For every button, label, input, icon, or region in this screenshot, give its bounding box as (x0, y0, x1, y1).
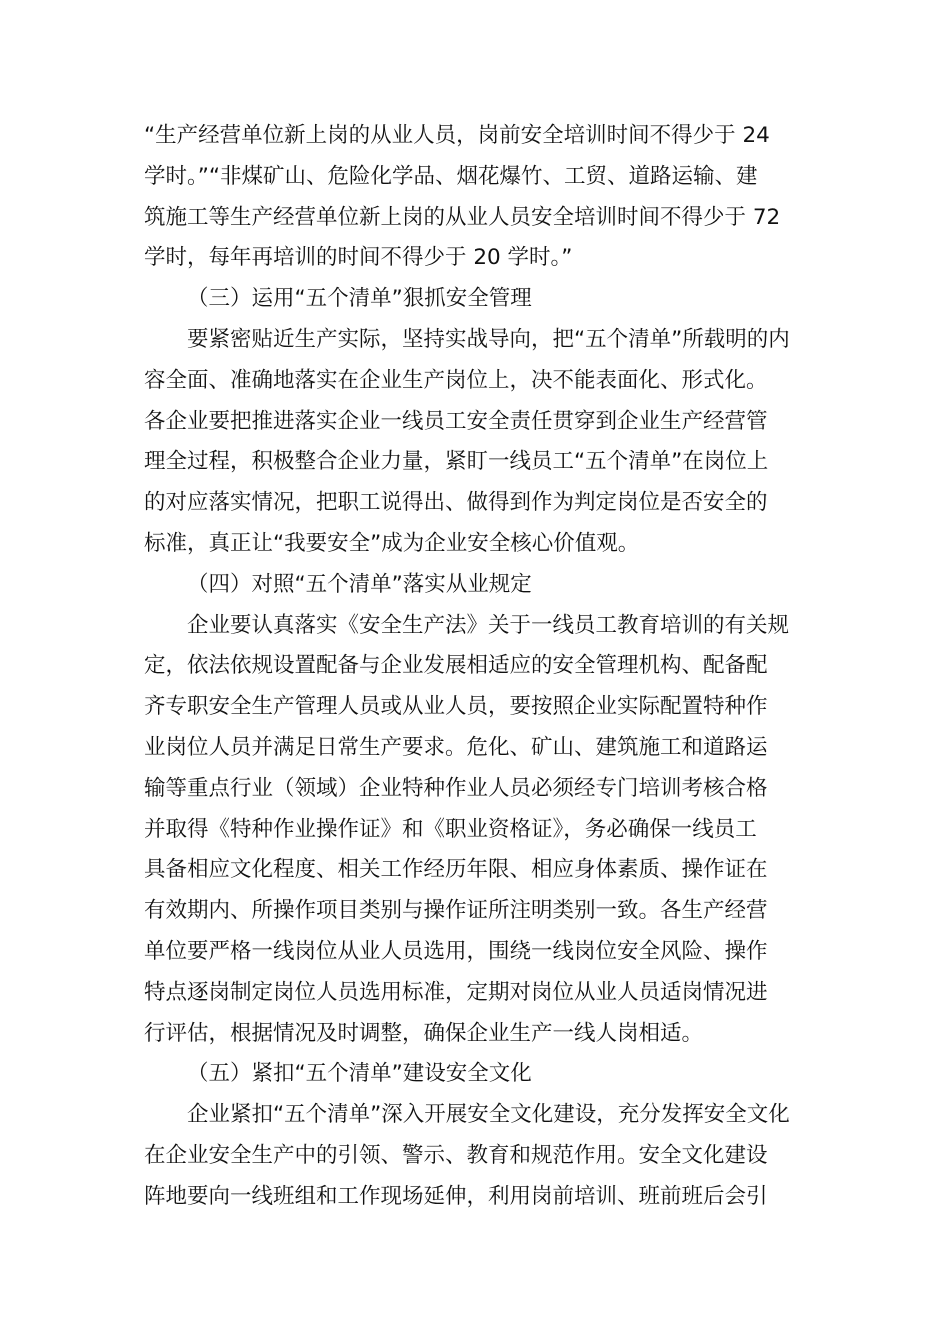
body-line-26: 在企业安全生产中的引领、警示、教育和规范作用。安全文化建设 (144, 1142, 768, 1168)
body-line-15: 齐专职安全生产管理人员或从业人员，要按照企业实际配置特种作 (144, 694, 768, 720)
body-line-9: 理全过程，积极整合企业力量，紧盯一线员工“五个清单”在岗位上 (144, 449, 769, 475)
body-line-3: 筑施工等生产经营单位新上岗的从业人员安全培训时间不得少于 72 (144, 204, 781, 230)
body-line-8: 各企业要把推进落实企业一线员工安全责任贯穿到企业生产经营管 (144, 408, 768, 434)
body-line-19: 具备相应文化程度、相关工作经历年限、相应身体素质、操作证在 (144, 857, 768, 883)
body-line-22: 特点逐岗制定岗位人员选用标准，定期对岗位从业人员适岗情况进 (144, 979, 768, 1005)
body-line-27: 阵地要向一线班组和工作现场延伸，利用岗前培训、班前班后会引 (144, 1183, 768, 1209)
body-line-4: 学时，每年再培训的时间不得少于 20 学时。” (144, 245, 573, 271)
body-line-23: 行评估，根据情况及时调整，确保企业生产一线人岗相适。 (144, 1020, 704, 1046)
body-line-25: 企业紧扣“五个清单”深入开展安全文化建设，充分发挥安全文化 (187, 1102, 790, 1128)
body-line-13: 企业要认真落实《安全生产法》关于一线员工教育培训的有关规 (187, 612, 790, 638)
body-line-20: 有效期内、所操作项目类别与操作证所注明类别一致。各生产经营 (144, 898, 768, 924)
section-heading-3: （三）运用“五个清单”狠抓安全管理 (187, 286, 532, 312)
body-line-18: 并取得《特种作业操作证》和《职业资格证》，务必确保一线员工 (144, 816, 757, 842)
body-line-16: 业岗位人员并满足日常生产要求。危化、矿山、建筑施工和道路运 (144, 734, 768, 760)
section-heading-4: （四）对照“五个清单”落实从业规定 (187, 571, 532, 597)
body-line-11: 标准，真正让“我要安全”成为企业安全核心价值观。 (144, 530, 640, 556)
section-heading-5: （五）紧扣“五个清单”建设安全文化 (187, 1061, 532, 1087)
body-line-21: 单位要严格一线岗位从业人员选用，围绕一线岗位安全风险、操作 (144, 938, 768, 964)
body-line-2: 学时。”“非煤矿山、危险化学品、烟花爆竹、工贸、道路运输、建 (144, 163, 758, 189)
body-line-17: 输等重点行业（领域）企业特种作业人员必须经专门培训考核合格 (144, 775, 768, 801)
body-line-14: 定，依法依规设置配备与企业发展相适应的安全管理机构、配备配 (144, 653, 768, 679)
body-line-10: 的对应落实情况，把职工说得出、做得到作为判定岗位是否安全的 (144, 490, 768, 516)
body-line-6: 要紧密贴近生产实际，坚持实战导向，把“五个清单”所载明的内 (187, 326, 790, 352)
body-line-1: “生产经营单位新上岗的从业人员，岗前安全培训时间不得少于 24 (144, 123, 770, 148)
body-line-7: 容全面、准确地落实在企业生产岗位上，决不能表面化、形式化。 (144, 367, 768, 393)
document-body (144, 116, 808, 1218)
